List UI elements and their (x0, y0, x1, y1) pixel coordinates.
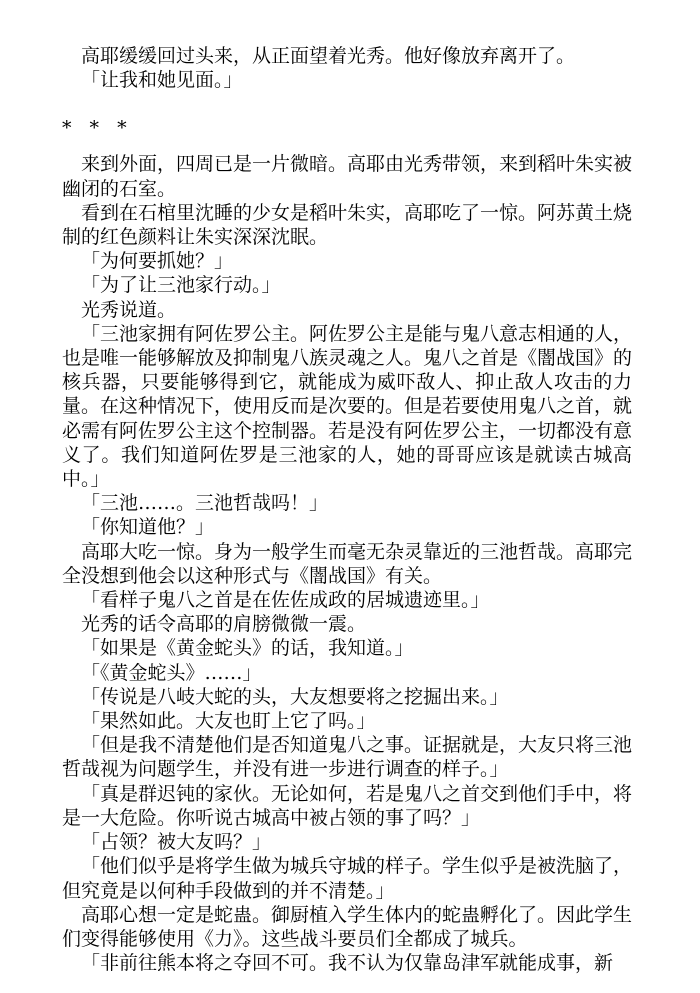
paragraph: 「为了让三池家行动。」 (81, 274, 281, 297)
paragraph: 「三池家拥有阿佐罗公主。阿佐罗公主是能与鬼八意志相通的人，也是唯一能够解放及抑制鬼八族灵魂之人。鬼八之首是《闇战国》的核兵器，只要能够得到它，就能成为威吓敌人、抑止敌人攻击的力量。在这种情况下，使用反而是次要的。但是若要使用鬼八之首，就必需有阿佐罗公主这个控制器。若是没有阿佐罗公主，一切都没有意义了。我们知道阿佐罗是三池家的人，她的哥哥应该是就读古城高中。」 (62, 322, 633, 491)
paragraph: 「真是群迟钝的家伙。无论如何，若是鬼八之首交到他们手中，将是一大危险。你听说古城高中被占领的事了吗？」 (62, 782, 633, 829)
paragraph: 光秀的话令高耶的肩膀微微一震。 (81, 613, 367, 636)
paragraph: 「三池……。三池哲哉吗！」 (81, 492, 329, 515)
paragraph: 来到外面，四周已是一片微暗。高耶由光秀带领，来到稻叶朱实被幽闭的石室。 (62, 153, 633, 200)
paragraph: 「但是我不清楚他们是否知道鬼八之事。证据就是，大友只将三池哲哉视为问题学生，并没有进一步进行调查的样子。」 (62, 734, 633, 781)
paragraph: 「看样子鬼八之首是在佐佐成政的居城遗迹里。」 (81, 589, 490, 612)
paragraph: 「他们似乎是将学生做为城兵守城的样子。学生似乎是被洗脑了，但究竟是以何种手段做到的并不清楚。」 (62, 855, 633, 902)
paragraph: 「非前往熊本将之夺回不可。我不认为仅靠岛津军就能成事，新 (81, 952, 614, 975)
paragraph: 「你知道他？」 (81, 516, 215, 539)
paragraph: 高耶缓缓回过头来，从正面望着光秀。他好像放弃离开了。 (81, 45, 576, 67)
paragraph: 高耶大吃一惊。身为一般学生而毫无杂灵靠近的三池哲哉。高耶完全没想到他会以这种形式与《闇战国》有关。 (62, 540, 633, 587)
paragraph: 「如果是《黄金蛇头》的话，我知道。」 (81, 637, 414, 660)
paragraph: 「占领？被大友吗？」 (81, 831, 272, 854)
paragraph: 「《黄金蛇头》……」 (81, 661, 262, 684)
paragraph: 「让我和她见面。」 (81, 69, 243, 92)
paragraph: 「为何要抓她？」 (81, 250, 234, 273)
paragraph: 「传说是八岐大蛇的头，大友想要将之挖掘出来。」 (81, 685, 509, 708)
section-separator: * * * (62, 117, 133, 140)
paragraph: 高耶心想一定是蛇蛊。御厨植入学生体内的蛇蛊孵化了。因此学生们变得能够使用《力》。这些战斗要员们全都成了城兵。 (62, 903, 633, 950)
text-page (62, 44, 632, 975)
paragraph: 「果然如此。大友也盯上它了吗。」 (81, 710, 376, 733)
paragraph: 看到在石棺里沈睡的少女是稻叶朱实，高耶吃了一惊。阿苏黄土烧制的红色颜料让朱实深深沈眠。 (62, 201, 633, 249)
paragraph: 光秀说道。 (81, 298, 177, 321)
